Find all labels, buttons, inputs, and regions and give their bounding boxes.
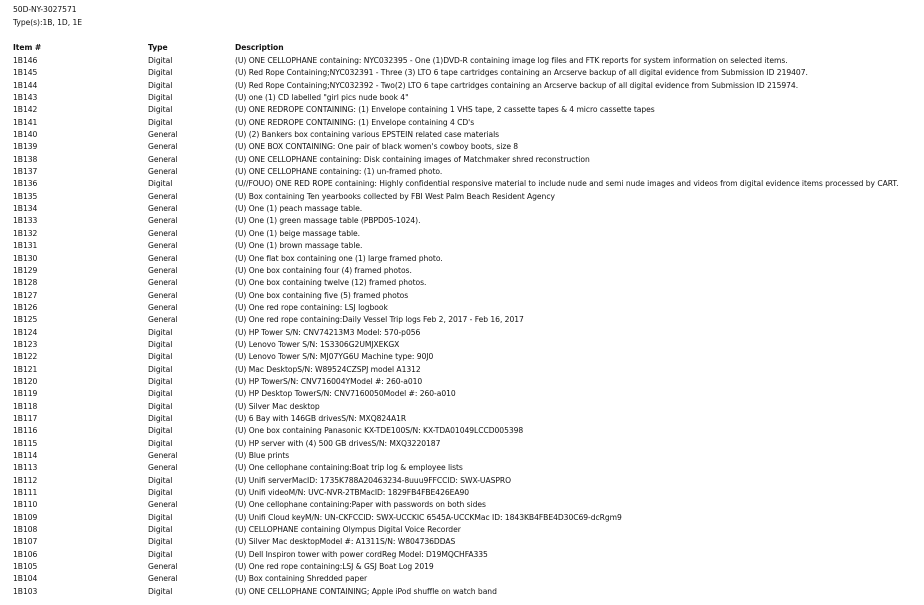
row-type: Digital bbox=[148, 68, 173, 78]
row-type: Digital bbox=[148, 438, 173, 448]
row-type: Digital bbox=[148, 401, 173, 411]
row-type: General bbox=[148, 216, 178, 226]
row-description: (U) HP TowerS/N: CNV716004YModel #: 260-a010 bbox=[235, 376, 423, 386]
row-description: (U) Unifi Cloud keyM/N: UN-CKFCCID: SWX-UCCKIC 6545A-UCCKMac ID: 1843KB4FBE4D30C69-dcRgm9 bbox=[235, 512, 622, 522]
row-item-number: 1B105 bbox=[13, 562, 38, 572]
row-item-number: 1B130 bbox=[13, 253, 38, 263]
row-item-number: 1B137 bbox=[13, 167, 38, 177]
row-item-number: 1B111 bbox=[13, 488, 38, 498]
table-row bbox=[0, 351, 924, 363]
row-item-number: 1B138 bbox=[13, 154, 38, 164]
table-row bbox=[0, 178, 924, 190]
row-type: Digital bbox=[148, 327, 173, 337]
table-row bbox=[0, 512, 924, 524]
row-item-number: 1B127 bbox=[13, 290, 38, 300]
table-row bbox=[0, 141, 924, 153]
table-row bbox=[0, 586, 924, 598]
row-description: (U) one (1) CD labelled "girl pics nude book 4" bbox=[235, 93, 409, 103]
row-type: General bbox=[148, 500, 178, 510]
row-item-number: 1B136 bbox=[13, 179, 38, 189]
case-number: 50D-NY-3027571 bbox=[13, 5, 77, 14]
row-description: (U) ONE REDROPE CONTAINING: (1) Envelope containing 4 CD's bbox=[235, 117, 475, 127]
row-description: (U) Box containing Ten yearbooks collected by FBI West Palm Beach Resident Agency bbox=[235, 191, 555, 201]
table-row bbox=[0, 573, 924, 585]
table-row bbox=[0, 154, 924, 166]
row-type: Digital bbox=[148, 80, 173, 90]
table-row bbox=[0, 450, 924, 462]
row-item-number: 1B125 bbox=[13, 315, 38, 325]
row-item-number: 1B116 bbox=[13, 426, 38, 436]
row-description: (U) One box containing five (5) framed photos bbox=[235, 290, 409, 300]
row-type: General bbox=[148, 451, 178, 460]
table-row bbox=[0, 327, 924, 339]
row-description: (U) One box containing Panasonic KX-TDE100S/N: KX-TDA01049LCCD005398 bbox=[235, 426, 524, 436]
row-description: (U) One box containing four (4) framed photos. bbox=[235, 265, 412, 275]
row-item-number: 1B108 bbox=[13, 525, 38, 535]
row-type: Digital bbox=[148, 389, 173, 399]
row-type: General bbox=[148, 241, 178, 251]
row-description: (U) Red Rope Containing;NYC032392 - Two(2) LTO 6 tape cartridges containing an Arcserve backup of all digital evidence from Submission ID 215974. bbox=[235, 80, 799, 90]
row-item-number: 1B141 bbox=[13, 117, 38, 127]
row-item-number: 1B109 bbox=[13, 512, 38, 522]
table-row bbox=[0, 277, 924, 289]
row-description: (U) One (1) brown massage table. bbox=[235, 241, 363, 251]
row-description: (U) One (1) peach massage table. bbox=[235, 204, 363, 214]
row-item-number: 1B118 bbox=[13, 401, 38, 411]
row-type: General bbox=[148, 154, 178, 164]
row-description: (U) One box containing twelve (12) framed photos. bbox=[235, 278, 427, 288]
row-description: (U) ONE CELLOPHANE containing: Disk containing images of Matchmaker shred reconstruction bbox=[235, 154, 590, 164]
row-item-number: 1B104 bbox=[13, 574, 38, 584]
row-type: Digital bbox=[148, 586, 173, 596]
table-row bbox=[0, 203, 924, 215]
row-item-number: 1B140 bbox=[13, 130, 38, 140]
row-type: General bbox=[148, 204, 178, 214]
table-row bbox=[0, 104, 924, 116]
row-description: (U) One red rope containing:Daily Vessel Trip logs Feb 2, 2017 - Feb 16, 2017 bbox=[235, 315, 524, 325]
row-description: (U) Red Rope Containing;NYC032391 - Three (3) LTO 6 tape cartridges containing an Arcserve backup of all digital evidence from Submission ID 219407. bbox=[235, 68, 808, 78]
row-item-number: 1B121 bbox=[13, 364, 38, 374]
row-type: Digital bbox=[148, 413, 173, 423]
table-row bbox=[0, 475, 924, 487]
row-type: Digital bbox=[148, 512, 173, 522]
row-description: (U) (2) Bankers box containing various EPSTEIN related case materials bbox=[235, 130, 500, 140]
row-description: (U) HP Desktop TowerS/N: CNV7160050Model #: 260-a010 bbox=[235, 389, 456, 399]
table-row bbox=[0, 67, 924, 79]
row-type: Digital bbox=[148, 56, 173, 65]
table-row bbox=[0, 265, 924, 277]
table-row bbox=[0, 215, 924, 227]
row-item-number: 1B119 bbox=[13, 389, 38, 399]
row-description: (U) Lenovo Tower S/N: 1S3306G2UMJXEKGX bbox=[235, 339, 400, 349]
table-row bbox=[0, 401, 924, 413]
row-item-number: 1B112 bbox=[13, 475, 38, 485]
table-row bbox=[0, 240, 924, 252]
row-type: Digital bbox=[148, 376, 173, 386]
row-description: (U) One cellophane containing:Boat trip log & employee lists bbox=[235, 463, 463, 473]
row-description: (U) One red rope containing: LSJ logbook bbox=[235, 302, 388, 312]
row-description: (U) Box containing Shredded paper bbox=[235, 574, 368, 584]
table-row bbox=[0, 191, 924, 203]
table-row bbox=[0, 314, 924, 326]
row-description: (U) ONE REDROPE CONTAINING: (1) Envelope containing 1 VHS tape, 2 cassette tapes & 4 micro cassette tapes bbox=[235, 105, 655, 115]
row-item-number: 1B133 bbox=[13, 216, 38, 226]
row-item-number: 1B103 bbox=[13, 586, 38, 596]
table-row bbox=[0, 549, 924, 561]
table-row bbox=[0, 339, 924, 351]
row-item-number: 1B146 bbox=[13, 56, 38, 65]
row-type: General bbox=[148, 278, 178, 288]
table-row bbox=[0, 438, 924, 450]
table-row bbox=[0, 290, 924, 302]
row-item-number: 1B129 bbox=[13, 265, 38, 275]
row-item-number: 1B143 bbox=[13, 93, 38, 103]
row-type: Digital bbox=[148, 339, 173, 349]
row-type: Digital bbox=[148, 549, 173, 559]
row-item-number: 1B107 bbox=[13, 537, 38, 547]
row-description: (U) HP Tower S/N: CNV74213M3 Model: 570-p056 bbox=[235, 327, 421, 337]
table-row bbox=[0, 302, 924, 314]
row-item-number: 1B110 bbox=[13, 500, 38, 510]
evidence-types: Type(s):1B, 1D, 1E bbox=[13, 18, 82, 27]
row-type: General bbox=[148, 265, 178, 275]
row-description: (U) CELLOPHANE containing Olympus Digital Voice Recorder bbox=[235, 525, 461, 535]
evidence-table-body bbox=[0, 55, 924, 605]
header-type: Type bbox=[148, 43, 168, 52]
row-type: Digital bbox=[148, 364, 173, 374]
row-description: (U) One cellophane containing:Paper with passwords on both sides bbox=[235, 500, 486, 510]
table-row bbox=[0, 487, 924, 499]
row-type: Digital bbox=[148, 488, 173, 498]
table-row bbox=[0, 55, 924, 67]
row-description: (U) Unifi serverMacID: 1735K788A20463234-8uuu9FFCCID: SWX-UASPRO bbox=[235, 475, 512, 485]
table-row bbox=[0, 364, 924, 376]
row-type: General bbox=[148, 574, 178, 584]
row-item-number: 1B144 bbox=[13, 80, 38, 90]
row-item-number: 1B139 bbox=[13, 142, 38, 152]
table-row bbox=[0, 117, 924, 129]
table-row bbox=[0, 388, 924, 400]
row-description: (U) HP server with (4) 500 GB drivesS/N: MXQ3220187 bbox=[235, 438, 441, 448]
row-description: (U) One (1) beige massage table. bbox=[235, 228, 361, 238]
row-description: (U) ONE CELLOPHANE containing: (1) un-framed photo. bbox=[235, 167, 443, 177]
row-item-number: 1B134 bbox=[13, 204, 38, 214]
row-item-number: 1B135 bbox=[13, 191, 38, 201]
row-description: (U) Silver Mac desktop bbox=[235, 401, 320, 411]
row-type: General bbox=[148, 562, 178, 572]
row-type: Digital bbox=[148, 426, 173, 436]
row-description: (U) One red rope containing:LSJ & GSJ Boat Log 2019 bbox=[235, 562, 434, 572]
row-description: (U) Unifi videoM/N: UVC-NVR-2TBMacID: 1829FB4FBE426EA90 bbox=[235, 488, 470, 498]
row-item-number: 1B131 bbox=[13, 241, 38, 251]
row-type: Digital bbox=[148, 352, 173, 362]
table-row bbox=[0, 92, 924, 104]
row-description: (U) ONE CELLOPHANE containing: NYC032395 - One (1)DVD-R containing image log files and FTK reports for system information on selected items. bbox=[235, 56, 788, 65]
row-type: General bbox=[148, 302, 178, 312]
row-item-number: 1B106 bbox=[13, 549, 38, 559]
table-row bbox=[0, 425, 924, 437]
row-type: General bbox=[148, 191, 178, 201]
table-row bbox=[0, 561, 924, 573]
row-item-number: 1B115 bbox=[13, 438, 38, 448]
table-row bbox=[0, 376, 924, 388]
row-item-number: 1B114 bbox=[13, 451, 38, 460]
row-type: General bbox=[148, 463, 178, 473]
row-description: (U) Blue prints bbox=[235, 451, 290, 460]
row-description: (U) ONE CELLOPHANE CONTAINING; Apple iPod shuffle on watch band bbox=[235, 586, 497, 596]
row-description: (U) Dell Inspiron tower with power cordReg Model: D19MQCHFA335 bbox=[235, 549, 488, 559]
row-item-number: 1B113 bbox=[13, 463, 38, 473]
row-type: General bbox=[148, 228, 178, 238]
table-row bbox=[0, 462, 924, 474]
row-description: (U) One (1) green massage table (PBPD05-1024). bbox=[235, 216, 421, 226]
table-row bbox=[0, 80, 924, 92]
row-type: Digital bbox=[148, 475, 173, 485]
table-row bbox=[0, 228, 924, 240]
row-item-number: 1B123 bbox=[13, 339, 38, 349]
table-row bbox=[0, 536, 924, 548]
row-description: (U) 6 Bay with 146GB drivesS/N: MXQ824A1R bbox=[235, 413, 407, 423]
row-description: (U) One flat box containing one (1) large framed photo. bbox=[235, 253, 443, 263]
row-item-number: 1B126 bbox=[13, 302, 38, 312]
row-description: (U) Silver Mac desktopModel #: A1311S/N: W804736DDAS bbox=[235, 537, 456, 547]
row-type: Digital bbox=[148, 525, 173, 535]
row-type: Digital bbox=[148, 105, 173, 115]
row-type: Digital bbox=[148, 537, 173, 547]
table-row bbox=[0, 524, 924, 536]
row-type: Digital bbox=[148, 117, 173, 127]
row-type: General bbox=[148, 142, 178, 152]
row-type: General bbox=[148, 167, 178, 177]
table-row bbox=[0, 129, 924, 141]
row-description: (U) Lenovo Tower S/N: MJ07YG6U Machine type: 90J0 bbox=[235, 352, 434, 362]
header-description: Description bbox=[235, 43, 284, 52]
row-item-number: 1B132 bbox=[13, 228, 38, 238]
row-item-number: 1B117 bbox=[13, 413, 38, 423]
row-description: (U//FOUO) ONE RED ROPE containing: Highly confidential responsive material to include nude and semi nude images and videos from digital evidence items processed by CART. bbox=[235, 179, 899, 189]
header-item: Item # bbox=[13, 43, 42, 52]
row-description: (U) Mac DesktopS/N: W89524CZSPJ model A1312 bbox=[235, 364, 421, 374]
row-item-number: 1B128 bbox=[13, 278, 38, 288]
row-type: General bbox=[148, 315, 178, 325]
row-description: (U) ONE BOX CONTAINING: One pair of black women's cowboy boots, size 8 bbox=[235, 142, 519, 152]
row-item-number: 1B142 bbox=[13, 105, 38, 115]
row-type: General bbox=[148, 130, 178, 140]
table-row bbox=[0, 253, 924, 265]
row-item-number: 1B145 bbox=[13, 68, 38, 78]
table-row bbox=[0, 413, 924, 425]
row-type: General bbox=[148, 290, 178, 300]
table-header bbox=[0, 43, 924, 54]
row-type: General bbox=[148, 253, 178, 263]
row-item-number: 1B120 bbox=[13, 376, 38, 386]
table-row bbox=[0, 166, 924, 178]
row-type: Digital bbox=[148, 93, 173, 103]
row-item-number: 1B122 bbox=[13, 352, 38, 362]
table-row bbox=[0, 499, 924, 511]
row-item-number: 1B124 bbox=[13, 327, 38, 337]
row-type: Digital bbox=[148, 179, 173, 189]
